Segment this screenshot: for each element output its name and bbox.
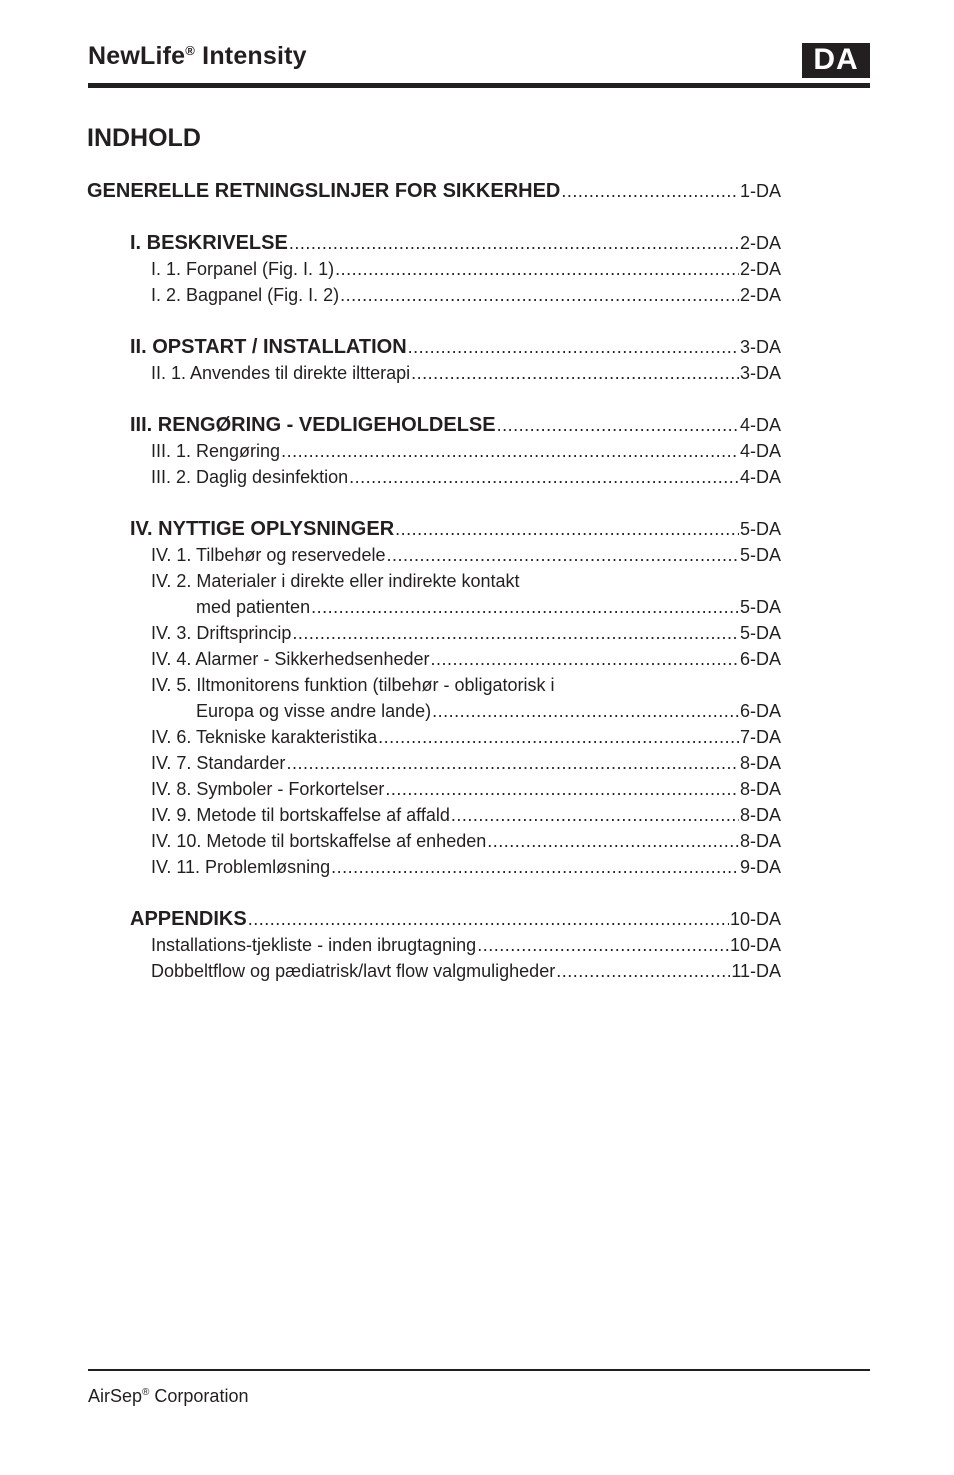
toc-entry-4-7[interactable]: IV. 7. Standarder ..... 8-DA <box>151 753 781 779</box>
toc-entry-4-5-line1[interactable]: IV. 5. Iltmonitorens funktion (tilbehør - obligatorisk i <box>151 675 555 695</box>
brand-title: NewLife® Intensity <box>88 42 307 70</box>
toc-entry-4-6[interactable]: IV. 6. Tekniske karakteristika ..... 7-DA <box>151 727 781 753</box>
toc-entry-2-1[interactable]: II. 1. Anvendes til direkte iltterapi ..... 3-DA <box>151 363 781 389</box>
toc-entry-4-10[interactable]: IV. 10. Metode til bortskaffelse af enheden ..... 8-DA <box>151 831 781 857</box>
toc-title: INDHOLD <box>87 124 201 152</box>
toc-entry-4-2[interactable]: med patienten ..... 5-DA <box>196 597 781 623</box>
toc-entry-4-4[interactable]: IV. 4. Alarmer - Sikkerhedsenheder ..... 6-DA <box>151 649 781 675</box>
toc-entry-4-5[interactable]: Europa og visse andre lande) ..... 6-DA <box>196 701 781 727</box>
toc-entry-1-2[interactable]: I. 2. Bagpanel (Fig. I. 2) ..... 2-DA <box>151 285 781 311</box>
toc-entry-3-2[interactable]: III. 2. Daglig desinfektion ..... 4-DA <box>151 467 781 493</box>
toc-entry-4-8[interactable]: IV. 8. Symboler - Forkortelser ..... 8-DA <box>151 779 781 805</box>
toc-entry-section-4[interactable]: IV. NYTTIGE OPLYSNINGER ..... 5-DA <box>130 518 781 544</box>
registered-mark: ® <box>142 1387 150 1398</box>
toc-entry-appendix-2[interactable]: Dobbeltflow og pædiatrisk/lavt flow valgmuligheder ..... 11-DA <box>151 961 781 987</box>
toc-entry-1-1[interactable]: I. 1. Forpanel (Fig. I. 1) ..... 2-DA <box>151 259 781 285</box>
toc-entry-4-1[interactable]: IV. 1. Tilbehør og reservedele ..... 5-DA <box>151 545 781 571</box>
language-badge: DA <box>802 43 870 78</box>
toc-entry-general[interactable]: GENERELLE RETNINGSLINJER FOR SIKKERHED ..... 1-DA <box>87 180 781 206</box>
page-header <box>88 40 870 84</box>
header-divider <box>88 83 870 88</box>
registered-mark: ® <box>185 43 196 58</box>
toc-entry-section-1[interactable]: I. BESKRIVELSE ..... 2-DA <box>130 232 781 258</box>
toc-entry-appendix-1[interactable]: Installations-tjekliste - inden ibrugtagning ..... 10-DA <box>151 935 781 961</box>
toc-entry-appendix[interactable]: APPENDIKS ..... 10-DA <box>130 908 781 934</box>
toc-entry-section-2[interactable]: II. OPSTART / INSTALLATION ..... 3-DA <box>130 336 781 362</box>
toc-entry-section-3[interactable]: III. RENGØRING - VEDLIGEHOLDELSE ..... 4-DA <box>130 414 781 440</box>
footer-company: AirSep® Corporation <box>88 1386 249 1406</box>
toc-entry-3-1[interactable]: III. 1. Rengøring ..... 4-DA <box>151 441 781 467</box>
toc-entry-4-3[interactable]: IV. 3. Driftsprincip ..... 5-DA <box>151 623 781 649</box>
toc-entry-4-9[interactable]: IV. 9. Metode til bortskaffelse af affald ..... 8-DA <box>151 805 781 831</box>
footer-divider <box>88 1369 870 1371</box>
toc-entry-4-11[interactable]: IV. 11. Problemløsning ..... 9-DA <box>151 857 781 883</box>
toc-entry-4-2-line1[interactable]: IV. 2. Materialer i direkte eller indirekte kontakt <box>151 571 520 591</box>
